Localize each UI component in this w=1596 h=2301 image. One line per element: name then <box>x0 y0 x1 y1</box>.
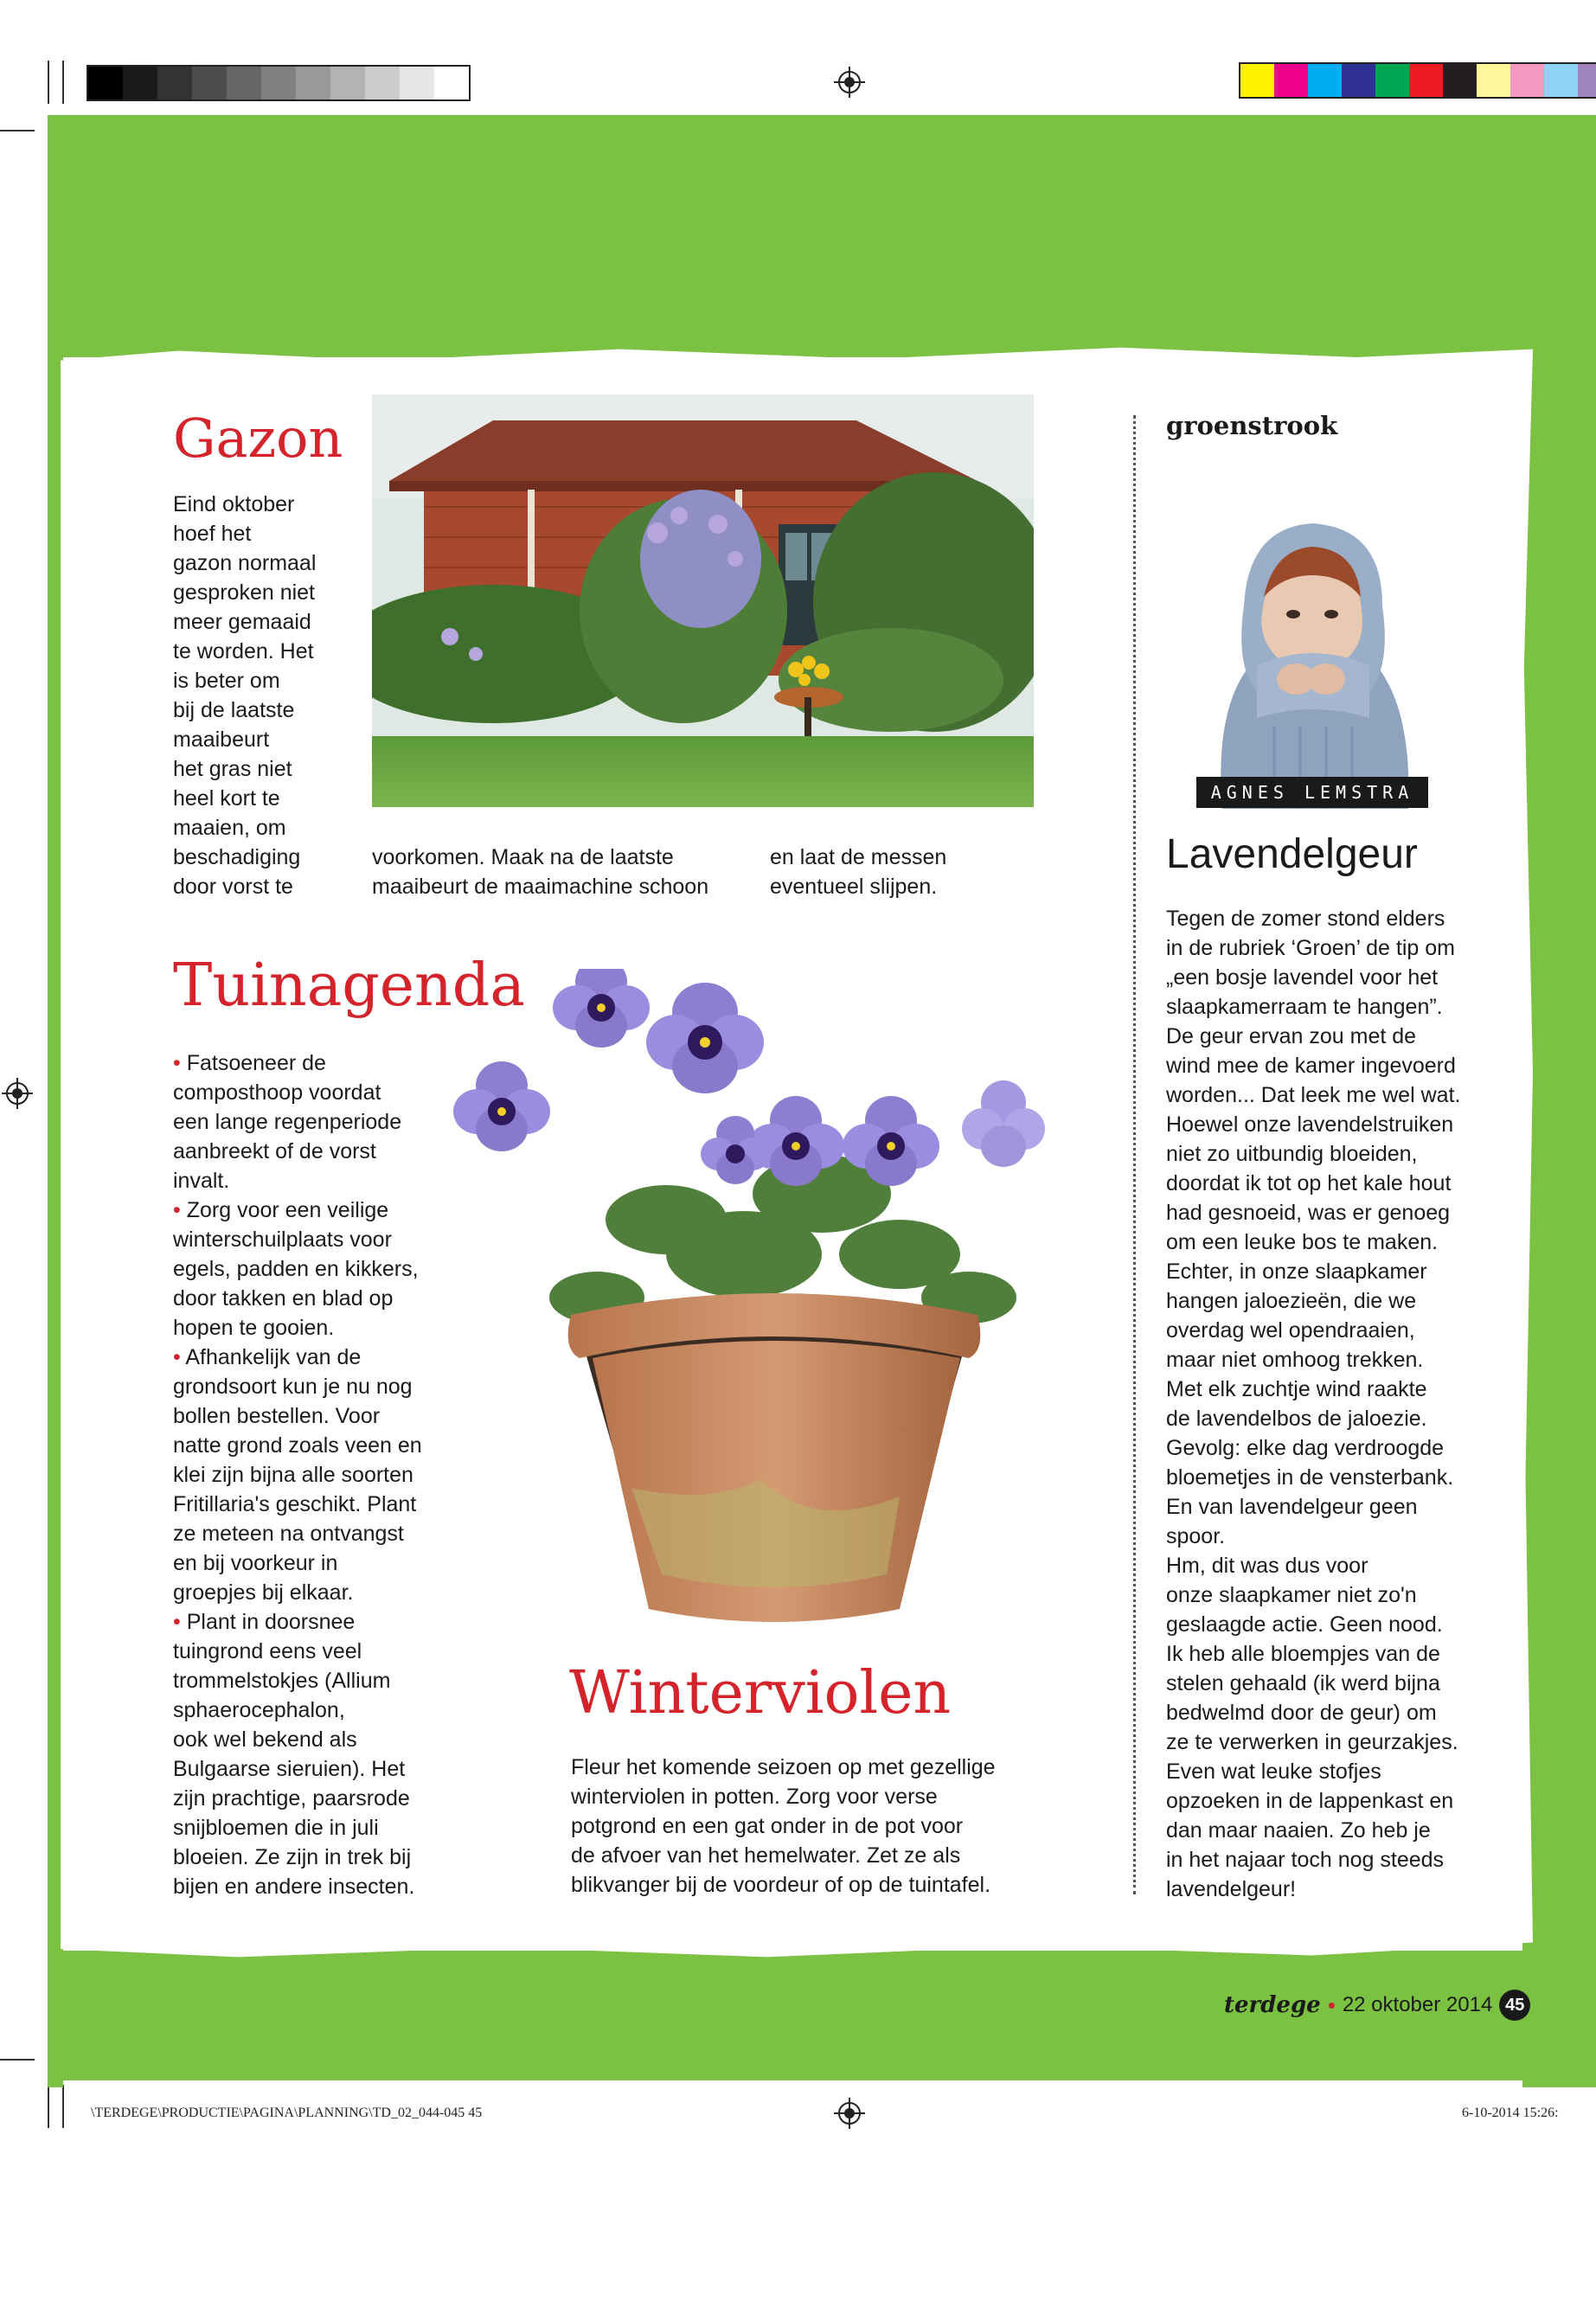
tuinagenda-list <box>173 1048 450 1901</box>
tuinagenda-item <box>173 1607 450 1901</box>
magazine-logo: terdege <box>1224 1992 1321 2018</box>
gazon-heading: Gazon <box>173 407 343 470</box>
gray-swatch <box>330 67 365 99</box>
color-swatch <box>1274 64 1308 97</box>
tuinagenda-item-text: Plant in doorsnee tuingrond eens veel trommelstokjes (Allium sphaerocephalon, ook wel bekend als Bulgaarse sieruien). Het zijn prachtige, paarsrode snijbloemen die in juli bloeien. Ze zijn in trek bij bijen en andere insecten. <box>173 1610 415 1899</box>
registration-mark-icon <box>834 67 865 98</box>
gazon-text-column-2: voorkomen. Maak na de laatste maaibeurt de maaimachine schoon <box>372 845 709 899</box>
issue-date: 22 oktober 2014 <box>1342 1993 1493 2016</box>
color-swatch <box>1342 64 1375 97</box>
tuinagenda-item <box>173 1048 450 1195</box>
tuinagenda-item <box>173 1343 450 1607</box>
column-divider <box>1133 415 1136 1894</box>
file-path-slug: \TERDEGE\PRODUCTIE\PAGINA\PLANNING\TD_02_044-045 45 <box>91 2106 483 2120</box>
color-calibration-bar <box>1239 62 1596 99</box>
sidebar-article-title: Lavendelgeur <box>1166 831 1418 877</box>
page-footer <box>1224 1990 1530 2021</box>
registration-mark-icon <box>2 1078 33 1109</box>
tuinagenda-item-text: Zorg voor een veilige winterschuilplaats voor egels, padden en kikkers, door takken en blad op hopen te gooien. <box>173 1198 419 1340</box>
bullet-icon: • <box>173 1198 181 1222</box>
gazon-text-column-1: Eind oktober hoef het gazon normaal gesproken niet meer gemaaid te worden. Het is beter om bij de laatste maaibeurt het gras niet heel kort te maaien, om beschadiging door vorst te <box>173 492 317 899</box>
color-swatch <box>1409 64 1443 97</box>
color-swatch <box>1443 64 1477 97</box>
bullet-icon: • <box>173 1610 181 1634</box>
garden-house-photo <box>372 394 1034 807</box>
crop-mark <box>48 61 49 104</box>
green-frame-top <box>48 115 1596 357</box>
gray-swatch <box>434 67 469 99</box>
crop-mark <box>0 2059 35 2061</box>
color-swatch <box>1375 64 1409 97</box>
color-swatch <box>1477 64 1510 97</box>
crop-mark <box>62 2085 64 2128</box>
grayscale-calibration-bar <box>87 65 471 101</box>
crop-mark <box>62 61 64 104</box>
green-frame-right <box>1522 115 1596 2087</box>
tuinagenda-item-text: Afhankelijk van de grondsoort kun je nu nog bollen bestellen. Voor natte grond zoals veen en klei zijn bijna alle soorten Fritillaria's geschikt. Plant ze meteen na ontvangst en bij voorkeur in groepjes bij elkaar. <box>173 1345 422 1605</box>
crop-mark <box>0 130 35 131</box>
gray-swatch <box>365 67 400 99</box>
crop-mark <box>48 2085 49 2128</box>
bullet-icon: • <box>173 1345 181 1369</box>
color-swatch <box>1544 64 1578 97</box>
tuinagenda-item <box>173 1195 450 1343</box>
gray-swatch <box>123 67 157 99</box>
tuinagenda-item-text: Fatsoeneer de composthoop voordat een lange regenperiode aanbreekt of de vorst invalt. <box>173 1051 402 1193</box>
color-swatch <box>1240 64 1274 97</box>
gray-swatch <box>400 67 434 99</box>
color-swatch <box>1510 64 1544 97</box>
gray-swatch <box>88 67 123 99</box>
gray-swatch <box>296 67 330 99</box>
author-name-label: AGNES LEMSTRA <box>1196 777 1428 808</box>
winterviolen-heading: Winterviolen <box>569 1659 952 1727</box>
author-portrait <box>1196 493 1428 809</box>
winterviolen-text: Fleur het komende seizoen op met gezellige winterviolen in potten. Zorg voor verse potgrond en een gat onder in de pot voor de afvoer van het hemelwater. Zet ze als blikvanger bij de voordeur of op de tuintafel. <box>571 1755 996 1897</box>
gray-swatch <box>227 67 261 99</box>
bullet-icon: • <box>173 1051 181 1075</box>
section-label: groenstrook <box>1166 411 1338 440</box>
color-swatch <box>1578 64 1596 97</box>
color-swatch <box>1308 64 1342 97</box>
registration-mark-icon <box>834 2098 865 2129</box>
pansy-pot-photo <box>450 969 1099 1644</box>
footer-separator: • <box>1327 1991 1336 2018</box>
tuinagenda-heading: Tuinagenda <box>173 952 525 1020</box>
print-timestamp: 6-10-2014 15:26: <box>1462 2106 1559 2120</box>
gray-swatch <box>261 67 296 99</box>
gray-swatch <box>157 67 192 99</box>
page-number: 45 <box>1499 1990 1530 2021</box>
gray-swatch <box>192 67 227 99</box>
gazon-text-column-3: en laat de messen eventueel slijpen. <box>770 845 947 899</box>
sidebar-article-text: Tegen de zomer stond elders in de rubriek ‘Groen’ de tip om „een bosje lavendel voor het slaapkamerraam te hangen”. De geur ervan zou met de wind mee de kamer ingevoerd worden... Dat leek me wel wat. Hoewel onze lavendelstruiken niet zo uitbundig bloeiden, doordat ik tot op het kale hout had gesnoeid, was er genoeg om een leuke bos te maken. Echter, in onze slaapkamer hangen jaloezieën, die we overdag wel opendraaien, maar niet omhoog trekken. Met elk zuchtje wind raakte de lavendelbos de jaloezie. Gevolg: elke dag verdroogde bloemetjes in de vensterbank. En van lavendelgeur geen spoor. Hm, dit was dus voor onze slaapkamer niet zo'n geslaagde actie. Geen nood. Ik heb alle bloempjes van de stelen gehaald (ik werd bijna bedwelmd door de geur) om ze te verwerken in geurzakjes. Even wat leuke stofjes opzoeken in de lappenkast en dan maar naaien. Zo heb je in het najaar toch nog steeds lavendelgeur! <box>1166 907 1461 1901</box>
